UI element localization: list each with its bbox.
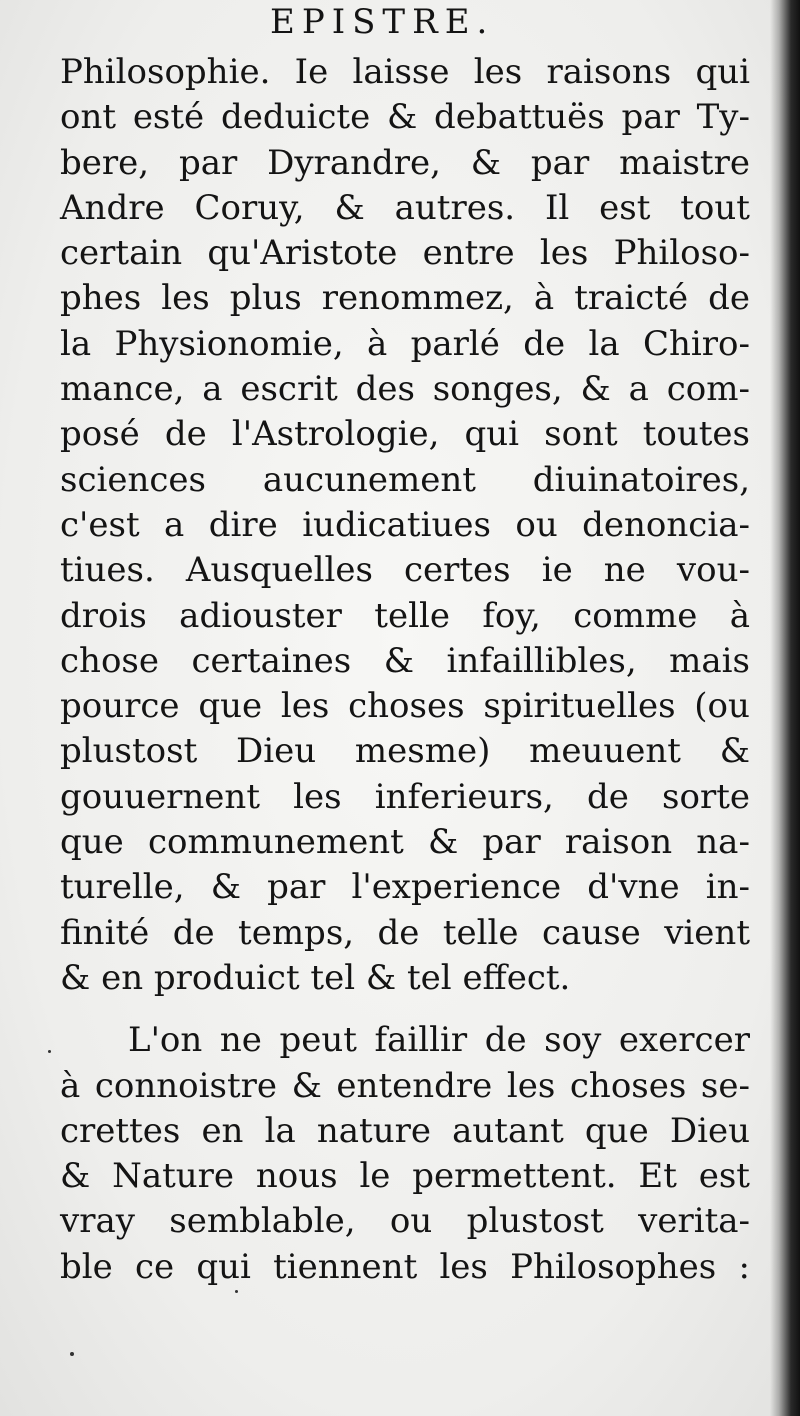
text-line: vray semblable, ou plustost verita- [60, 1201, 750, 1242]
paragraph-1 [60, 50, 750, 1001]
text-line: gouuernent les inferieurs, de sorte [60, 776, 750, 817]
paragraph-2 [60, 1018, 750, 1290]
text-line: tiues. Ausquelles certes ie ne vou- [60, 550, 750, 591]
text-line: pource que les choses spirituelles (ou [60, 686, 750, 727]
ink-speck [48, 1050, 51, 1053]
running-header: EPISTRE. [270, 2, 495, 42]
text-line: mance, a escrit des songes, & a com- [60, 369, 750, 410]
text-line: plustost Dieu mesme) meuuent & [60, 731, 750, 772]
text-line: la Physionomie, à parlé de la Chiro- [60, 323, 750, 364]
text-line: que communement & par raison na- [60, 822, 750, 863]
ink-speck [235, 1290, 238, 1293]
text-line: sciences aucunement diuinatoires, [60, 459, 750, 500]
text-line: c'est a dire iudicatiues ou denoncia- [60, 504, 750, 545]
text-line: ont esté deduicte & debattuës par Ty- [60, 97, 750, 138]
binding-shadow [770, 0, 800, 1416]
body-text [60, 50, 750, 1290]
text-line: crettes en la nature autant que Dieu [60, 1110, 750, 1151]
text-line: ble ce qui tiennent les Philosophes : [60, 1246, 750, 1287]
text-line: & en produict tel & tel effect. [60, 957, 571, 998]
text-line: drois adiouster telle foy, comme à [60, 595, 750, 636]
text-line: finité de temps, de telle cause vient [60, 912, 750, 953]
text-line: chose certaines & infaillibles, mais [60, 640, 750, 681]
text-line: turelle, & par l'experience d'vne in- [60, 867, 750, 908]
text-line: Philosophie. Ie laisse les raisons qui [60, 52, 750, 92]
text-line: à connoistre & entendre les choses se- [60, 1065, 750, 1106]
text-line: Andre Coruy, & autres. Il est tout [60, 187, 750, 228]
text-line: phes les plus renommez, à traicté de [60, 278, 750, 319]
text-line: certain qu'Aristote entre les Philoso- [60, 233, 750, 274]
text-line: & Nature nous le permettent. Et est [60, 1156, 750, 1197]
text-line: bere, par Dyrandre, & par maistre [60, 142, 750, 183]
ink-speck [70, 1352, 74, 1356]
text-line: L'on ne peut faillir de soy exercer [128, 1020, 750, 1061]
text-line: posé de l'Astrologie, qui sont toutes [60, 414, 750, 455]
